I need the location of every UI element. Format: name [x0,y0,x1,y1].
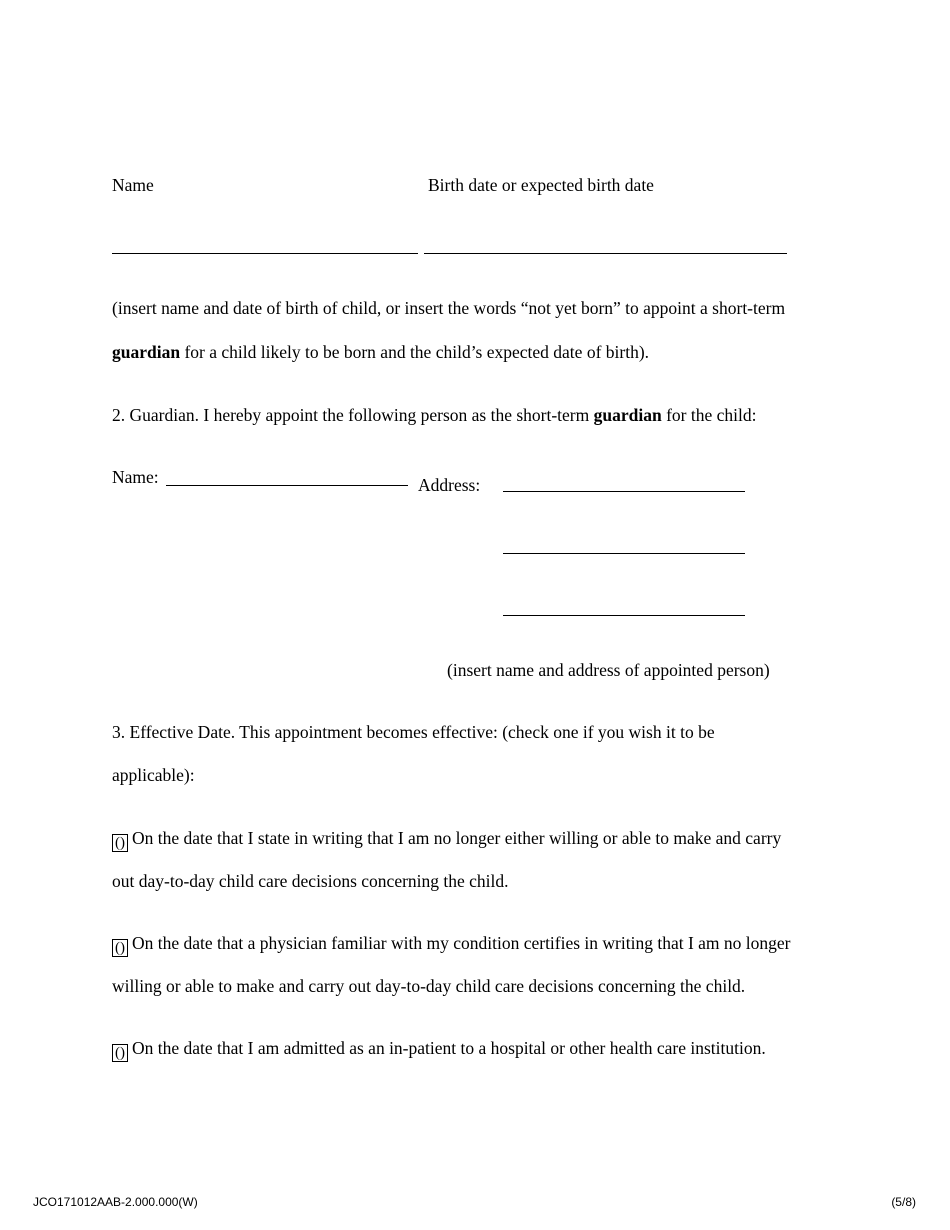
guardian-heading-bold: guardian [593,405,662,425]
birth-date-label: Birth date or expected birth date [428,175,654,195]
effective-date-heading-cont: applicable): [112,765,195,785]
option-physician-certification [112,933,791,957]
birth-date-field[interactable] [424,253,787,254]
child-name-label: Name [112,175,154,195]
page-number: (5/8) [891,1195,916,1209]
option-3-text: On the date that I am admitted as an in-patient to a hospital or other health care institution. [132,1038,766,1058]
document-id: JCO171012AAB-2.000.000(W) [33,1195,198,1209]
option-1-checkbox[interactable]: () [112,834,128,852]
guardian-heading [112,405,756,426]
address-line-3-field[interactable] [503,615,745,616]
appointee-instruction: (insert name and address of appointed person) [447,660,770,680]
effective-date-heading: 3. Effective Date. This appointment becomes effective: (check one if you wish it to be [112,722,715,742]
guardian-name-field[interactable] [166,485,408,486]
option-1-text: On the date that I state in writing that I am no longer either willing or able to make and carry [132,828,782,848]
option-hospital-admission [112,1038,766,1062]
child-name-field[interactable] [112,253,418,254]
option-2-checkbox[interactable]: () [112,939,128,957]
guardian-name-label: Name: [112,467,159,487]
guardian-heading-tail: for the child: [661,405,757,425]
guardian-address-label: Address: [418,475,481,495]
option-written-statement [112,828,781,852]
option-2-text-cont: willing or able to make and carry out day-to-day child care decisions concerning the child. [112,976,746,996]
address-line-1-field[interactable] [503,491,745,492]
child-instruction-line2-rest: for a child likely to be born and the child’s expected date of birth). [180,342,650,362]
child-instruction-line1: (insert name and date of birth of child, or insert the words “not yet born” to appoint a short-term [112,298,786,318]
guardian-term: guardian [112,342,181,362]
option-1-text-cont: out day-to-day child care decisions concerning the child. [112,871,509,891]
child-instruction-line2 [112,342,649,363]
option-2-text: On the date that a physician familiar with my condition certifies in writing that I am no longer [132,933,791,953]
guardian-heading-text: 2. Guardian. I hereby appoint the following person as the short-term [112,405,594,425]
option-3-checkbox[interactable]: () [112,1044,128,1062]
address-line-2-field[interactable] [503,553,745,554]
